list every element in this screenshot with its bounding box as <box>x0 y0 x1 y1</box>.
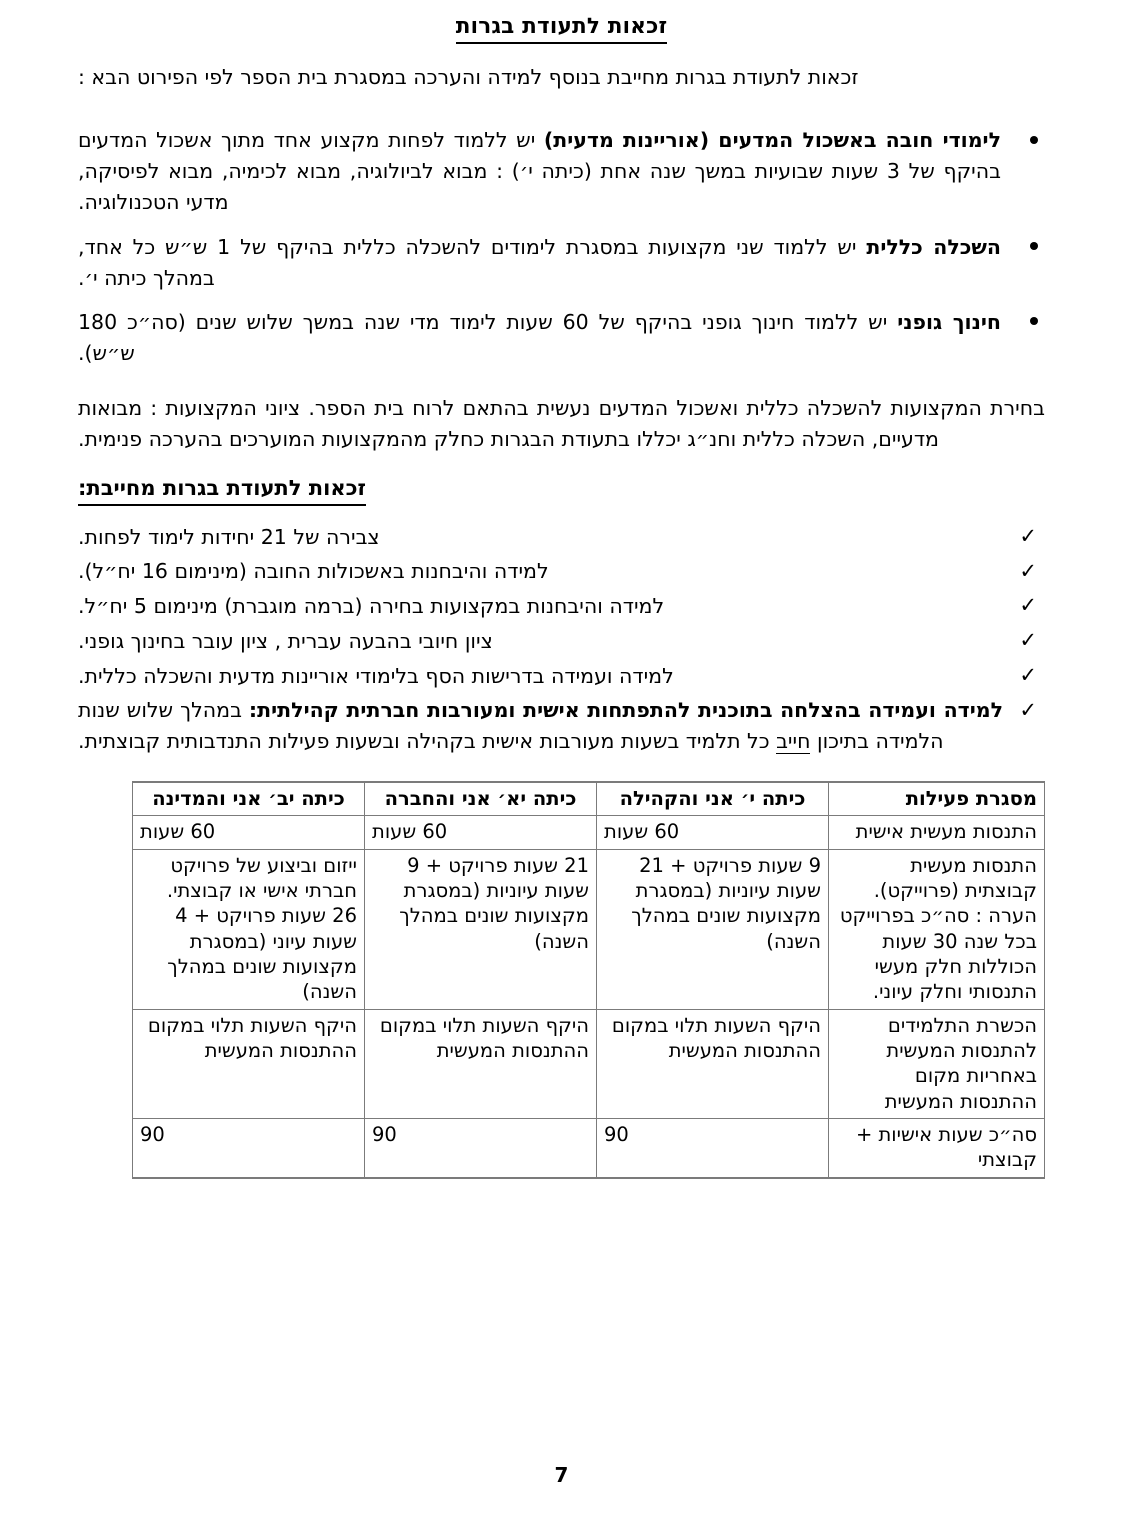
bullet-text: יש ללמוד לפחות מקצוע אחד מתוך אשכול המדעים בהיקף של 3 שעות שבועיות במשך שנה אחת (כיתה י׳) : מבוא לביולוגיה, מבוא לכימיה, מבוא לפיסיקה, מדעי הטכנולוגיה. <box>78 128 1001 215</box>
requirement-bullet-item <box>78 232 1045 294</box>
table-cell-label: הכשרת התלמידים להתנסות המעשית באחריות מקום ההתנסות המעשית <box>829 1009 1045 1118</box>
activities-table-body <box>133 816 1045 1178</box>
check-item-text-after: כל תלמיד בשעות מעורבות אישית בקהילה ובשעות פעילות התנדבותית קבוצתית. <box>78 729 777 754</box>
bullet-bold-lead: לימודי חובה באשכול המדעים (אוריינות מדעית) <box>543 128 1001 153</box>
requirement-bullet-list <box>78 125 1045 369</box>
checkmark-icon: ✓ <box>1019 697 1037 722</box>
table-cell-grade10: 9 שעות פרויקט + 21 שעות עיוניות (במסגרת מקצועות שונים במהלך השנה) <box>597 849 829 1009</box>
bullet-dot-icon <box>1030 317 1038 325</box>
table-cell-grade12: ייזום וביצוע של פרויקט חברתי אישי או קבוצתי. 26 שעות פרויקט + 4 שעות עיוני (במסגרת מקצועות שונים במהלך השנה) <box>133 849 365 1009</box>
bullet-text: יש ללמוד שני מקצועות במסגרת לימודים להשכלה כללית בהיקף של 1 ש״ש כל אחד, במהלך כיתה י׳. <box>78 234 867 290</box>
bullet-bold-lead: חינוך גופני <box>897 309 1001 334</box>
check-list-item-highlighted <box>78 695 1045 757</box>
requirement-bullet-item <box>78 125 1045 218</box>
table-cell-grade12: היקף השעות תלוי במקום ההתנסות המעשית <box>133 1009 365 1118</box>
check-item-bold-lead: למידה ועמידה בהצלחה בתוכנית להתפתחות אישית ומעורבות חברתית קהילתית: <box>248 698 1003 723</box>
table-cell-grade11: 21 שעות פרויקט + 9 שעות עיוניות (במסגרת מקצועות שונים במהלך השנה) <box>365 849 597 1009</box>
page-number: 7 <box>554 1463 569 1487</box>
check-list-item <box>78 626 1045 657</box>
table-header-framework: מסגרת פעילות <box>829 782 1045 816</box>
checkmark-icon: ✓ <box>1019 593 1037 618</box>
table-cell-grade12: 90 <box>133 1119 365 1178</box>
check-item-text: למידה ועמידה בדרישות הסף בלימודי אוריינות מדעית והשכלה כללית. <box>78 663 674 688</box>
table-cell-grade11: 90 <box>365 1119 597 1178</box>
check-list-item <box>78 591 1045 622</box>
checkmark-icon: ✓ <box>1019 662 1037 687</box>
requirement-bullet-item <box>78 307 1045 369</box>
check-list-item <box>78 522 1045 553</box>
activities-table-head <box>133 782 1045 816</box>
table-header-grade11: כיתה יא׳ אני והחברה <box>365 782 597 816</box>
check-item-text: למידה והיבחנות במקצועות בחירה (ברמה מוגברת) מינימום 5 יח״ל. <box>78 594 665 619</box>
table-row <box>133 849 1045 1009</box>
section-title-text: זכאות לתעודת בגרות מחייבת: <box>78 475 366 505</box>
bullet-dot-icon <box>1030 242 1038 250</box>
check-item-text: למידה והיבחנות באשכולות החובה (מינימום 16 יח״ל). <box>78 559 549 584</box>
intro-paragraph: זכאות לתעודת בגרות מחייבת בנוסף למידה והערכה במסגרת בית הספר לפי הפירוט הבא : <box>78 64 859 89</box>
table-row <box>133 816 1045 849</box>
table-cell-grade10: 90 <box>597 1119 829 1178</box>
section-title <box>78 475 1045 505</box>
bullet-text: יש ללמוד חינוך גופני בהיקף של 60 שעות לימוד מדי שנה במשך שלוש שנים (סה״כ 180 ש״ש). <box>78 309 898 365</box>
table-cell-label: התנסות מעשית קבוצתית (פרוייקט). הערה : סה״כ בפרוייקט בכל שנה 30 שעות הכוללות חלק מעשי התנסותי וחלק עיוני. <box>829 849 1045 1009</box>
checkmark-icon: ✓ <box>1019 558 1037 583</box>
check-item-underlined-word: חייב <box>776 729 811 754</box>
table-cell-grade10: 60 שעות <box>597 816 829 849</box>
checkmark-icon: ✓ <box>1019 628 1037 653</box>
page-title-text: זכאות לתעודת בגרות <box>456 14 668 44</box>
table-header-row <box>133 782 1045 816</box>
bullet-bold-lead: השכלה כללית <box>866 234 1001 259</box>
table-cell-grade12: 60 שעות <box>133 816 365 849</box>
note-paragraph: בחירת המקצועות להשכלה כללית ואשכול המדעים נעשית בהתאם לרוח בית הספר. ציוני המקצועות : מבואות מדעיים, השכלה כללית וחנ״ג יכללו בתעודת הבגרות כחלק מהמקצועות המוערכים בהערכה פנימית. <box>78 396 1045 452</box>
table-cell-grade10: היקף השעות תלוי במקום ההתנסות המעשית <box>597 1009 829 1118</box>
table-row <box>133 1119 1045 1178</box>
check-item-text: ציון חיובי בהבעה עברית , ציון עובר בחינוך גופני. <box>78 628 493 653</box>
eligibility-check-list <box>78 522 1045 757</box>
check-list-item <box>78 556 1045 587</box>
table-header-grade10: כיתה י׳ אני והקהילה <box>597 782 829 816</box>
bullet-dot-icon <box>1030 136 1038 144</box>
check-list-item <box>78 661 1045 692</box>
page-title <box>78 14 1045 45</box>
table-cell-grade11: היקף השעות תלוי במקום ההתנסות המעשית <box>365 1009 597 1118</box>
table-cell-label: התנסות מעשית אישית <box>829 816 1045 849</box>
page-content <box>78 14 1045 1179</box>
check-item-text: צבירה של 21 יחידות לימוד לפחות. <box>78 524 380 549</box>
check-item-text-before: במהלך שלוש שנות הלמידה בתיכון <box>78 698 944 754</box>
table-header-grade12: כיתה יב׳ אני והמדינה <box>133 782 365 816</box>
table-cell-label: סה״כ שעות אישיות + קבוצתי <box>829 1119 1045 1178</box>
activities-table <box>132 781 1045 1179</box>
table-row <box>133 1009 1045 1118</box>
table-cell-grade11: 60 שעות <box>365 816 597 849</box>
checkmark-icon: ✓ <box>1019 523 1037 548</box>
